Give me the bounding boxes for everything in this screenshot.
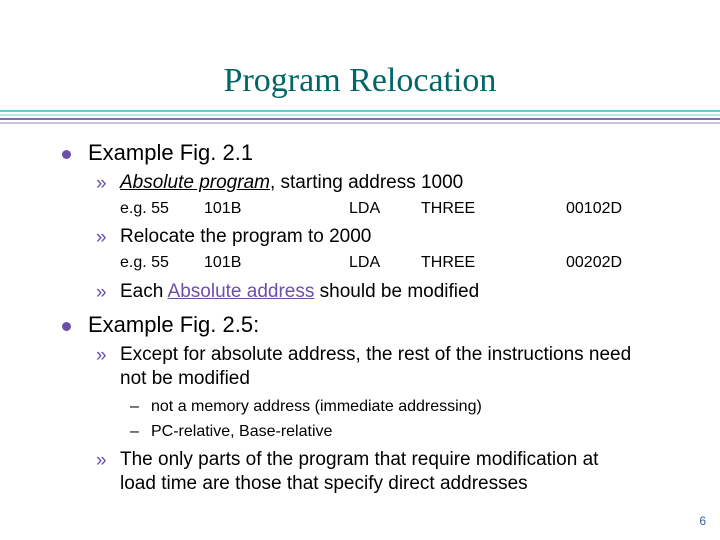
code-opcode: LDA (349, 254, 381, 271)
divider-bar (0, 118, 720, 120)
code-address: 101B (204, 254, 242, 271)
code-address: 101B (204, 200, 242, 217)
code-object: 00202D (566, 254, 623, 271)
code-operand: THREE (421, 200, 476, 217)
divider-bar (0, 110, 720, 112)
sub-bullet-except-line1: Except for absolute address, the rest of the instructions need (120, 344, 632, 365)
sub-bullet-text: should be modified (314, 281, 480, 302)
sub-bullet-except-line2: not be modified (120, 368, 250, 389)
dash-icon: – (130, 423, 139, 440)
sub-bullet-icon: » (96, 227, 107, 248)
sub-bullet-text: Each (120, 281, 168, 302)
code-label: e.g. 55 (120, 254, 169, 271)
sub-bullet-icon: » (96, 345, 107, 366)
code-opcode: LDA (349, 200, 381, 217)
slide-title: Program Relocation (223, 62, 497, 99)
bullet-dot-icon (62, 322, 71, 331)
page-number: 6 (699, 514, 706, 528)
sub-bullet-only-parts-line1: The only parts of the program that require modification at (120, 449, 599, 470)
divider-bar (0, 122, 720, 124)
dash-icon: – (130, 398, 139, 415)
code-object: 00102D (566, 200, 623, 217)
sub-bullet-each-absolute (120, 281, 479, 303)
sub-bullet-rest: , starting address 1000 (269, 172, 464, 193)
sub-bullet-only-parts-line2: load time are those that specify direct addresses (120, 473, 528, 494)
bullet-example-2-1: Example Fig. 2.1 (88, 140, 254, 165)
code-operand: THREE (421, 254, 476, 271)
sub-bullet-icon: » (96, 282, 107, 303)
divider-bar (0, 114, 720, 116)
sub-bullet-relocate: Relocate the program to 2000 (120, 226, 372, 247)
bullet-dot-icon (62, 150, 71, 159)
absolute-address-link[interactable]: Absolute address (167, 281, 315, 302)
bullet-example-2-5: Example Fig. 2.5: (88, 312, 260, 337)
sub-item-not-memory-address: not a memory address (immediate addressing) (151, 398, 482, 415)
absolute-program-term: Absolute program (120, 172, 270, 193)
sub-bullet-icon: » (96, 450, 107, 471)
title-underline-bars (0, 110, 720, 124)
sub-item-pc-relative: PC-relative, Base-relative (151, 423, 333, 440)
sub-bullet-icon: » (96, 173, 107, 194)
code-label: e.g. 55 (120, 200, 169, 217)
sub-bullet-absolute-program (120, 172, 463, 194)
